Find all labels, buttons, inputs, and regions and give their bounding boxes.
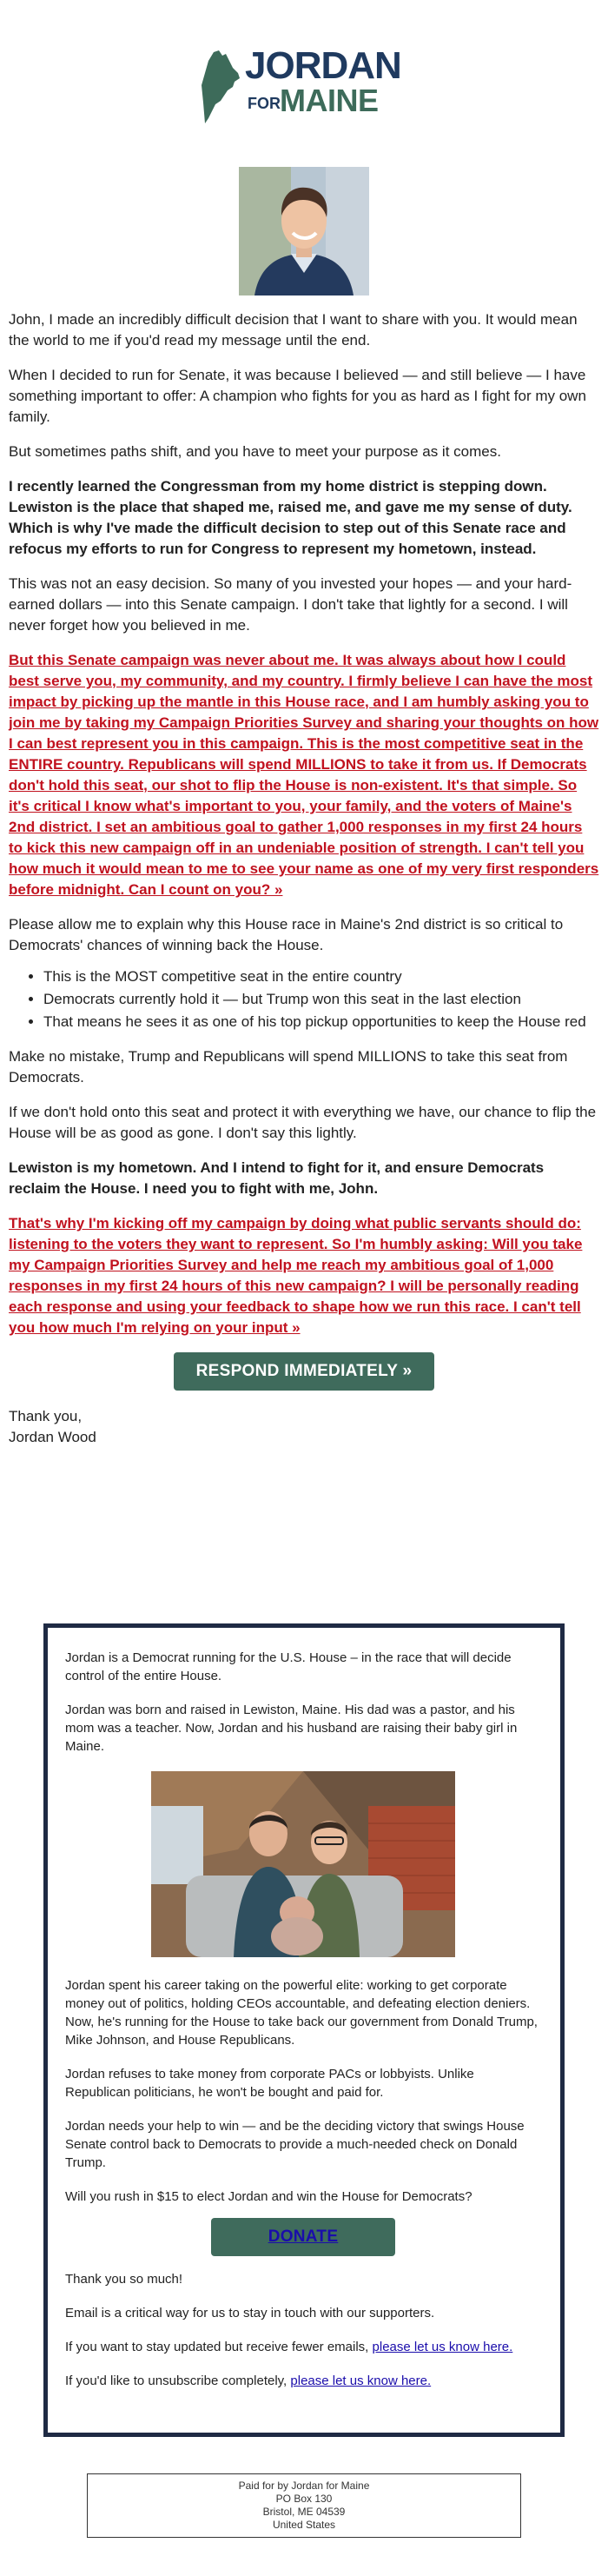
paid-for-disclaimer [87, 2473, 521, 2538]
hold-seat-paragraph: If we don't hold onto this seat and protect it with everything we have, our chance to flip the House will be as good as gone. I don't say this lightly. [9, 1104, 597, 1141]
bio-paragraph: Jordan is a Democrat running for the U.S. House – in the race that will decide control of the entire House. [65, 1650, 512, 1683]
unsubscribe-link[interactable]: please let us know here. [290, 2374, 432, 2388]
survey-link-2[interactable]: That's why I'm kicking off my campaign by doing what public servants should do: listening to the voters they want to represent. So I'm humbly asking: Will you take my Campaign Priorities Survey and help me reach my ambitious goal of 1,000 responses in my first 24 hours of this new campaign? I will be personally reading each response and using your feedback to shape how we run this race. I can't tell you how much I'm relying on your input » [9, 1215, 583, 1336]
announcement-paragraph: I recently learned the Congressman from my home district is stepping down. Lewiston is the place that shaped me, raised me, and gave me my sense of duty. Which is why I've made the difficult decision to step out of this Senate race and refocus my efforts to run for Congress to represent my hometown, instead. [9, 478, 572, 557]
donate-button-wrapper [65, 2218, 541, 2256]
list-item: • Democrats currently hold it — but Trump won this seat in the last election [43, 989, 599, 1010]
donation-ask: Will you rush in $15 to elect Jordan and win the House for Democrats? [65, 2189, 473, 2204]
paths-shift-paragraph: But sometimes paths shift, and you have to meet your purpose as it comes. [9, 443, 501, 460]
jordan-for-maine-logo[interactable] [200, 45, 408, 125]
fewer-emails-link[interactable]: please let us know here. [372, 2340, 513, 2354]
signoff-thanks: Thank you, [9, 1408, 83, 1424]
intro-paragraph: John, I made an incredibly difficult decision that I want to share with you. It would mean the world to me if you'd read my message until the end. [9, 311, 578, 349]
family-photo-image [151, 1771, 455, 1957]
fewer-emails-line [65, 2338, 541, 2356]
logo-maine-text: MAINE [280, 83, 379, 118]
maine-state-icon [200, 50, 241, 123]
disclaimer-country: United States [272, 2519, 336, 2531]
difficult-decision-paragraph: This was not an easy decision. So many of you invested your hopes — and your hard-earned dollars — into this Senate campaign. I don't take that lightly for a second. I will never forget how you believed in me. [9, 575, 572, 634]
bio-thanks: Thank you so much! [65, 2272, 183, 2287]
headshot-illustration [239, 167, 369, 295]
list-item: • That means he sees it as one of his top pickup opportunities to keep the House red [43, 1012, 599, 1032]
fewer-emails-text: If you want to stay updated but receive fewer emails, [65, 2340, 373, 2354]
survey-link-1[interactable]: But this Senate campaign was never about me. It was always about how I could best serve you, my community, and my country. I firmly believe I can have the most impact by picking up the mantle in this House race, and I am humbly asking you to join me by taking my Campaign Priorities Survey and sharing your thoughts on how I can best represent you in this campaign. This is the most competitive seat in the ENTIRE country. Republicans will spend MILLIONS to take it from us. If Democrats don't hold this seat, our shot to flip the House is non-existent. It's that simple. So it's critical I know what's important to you, your family, and the voters of Maine's 2nd district. I set an ambitious goal to gather 1,000 responses in my first 24 hours to kick this new campaign off in an undeniable position of strength. I can't tell you how much it would mean to me to see your name as one of my very first responders before midnight. Can I count on you? » [9, 652, 599, 898]
millions-paragraph: Make no mistake, Trump and Republicans will spend MILLIONS to take this seat from Democrats. [9, 1048, 568, 1086]
disclaimer-city: Bristol, ME 04539 [262, 2506, 346, 2518]
hometown-paragraph: Lewiston is my hometown. And I intend to fight for it, and ensure Democrats reclaim the House. I need you to fight with me, John. [9, 1159, 545, 1197]
jordan-headshot-image [239, 167, 369, 295]
candidate-bio-box [43, 1623, 565, 2437]
respond-button-wrapper [9, 1352, 599, 1391]
respond-immediately-button[interactable]: RESPOND IMMEDIATELY » [174, 1352, 434, 1391]
unsubscribe-text: If you'd like to unsubscribe completely, [65, 2374, 291, 2388]
senate-reason-paragraph: When I decided to run for Senate, it was because I believed — and still believe — I have something important to offer: A champion who fights for you as hard as I fight for my own family. [9, 367, 586, 425]
logo-name-text: JORDAN [245, 44, 401, 87]
disclaimer-line: Paid for by Jordan for Maine [238, 2480, 370, 2492]
bio-paragraph: Jordan was born and raised in Lewiston, Maine. His dad was a pastor, and his mom was a teacher. Now, Jordan and his husband are raising their baby girl in Maine. [65, 1703, 518, 1754]
signoff [9, 1406, 599, 1448]
donate-button[interactable]: DONATE [211, 2218, 395, 2256]
explain-paragraph: Please allow me to explain why this House race in Maine's 2nd district is so critical to Democrats' chances of winning back the House. [9, 916, 564, 953]
family-photo-illustration [151, 1771, 455, 1957]
bio-paragraph: Jordan refuses to take money from corporate PACs or lobbyists. Unlike Republican politicians, he won't be bought and paid for. [65, 2067, 474, 2100]
email-body [9, 309, 599, 1448]
bio-paragraph: Jordan needs your help to win — and be the deciding victory that swings House Senate control back to Democrats to provide a much-needed check on Donald Trump. [65, 2119, 525, 2170]
bio-paragraph: Jordan spent his career taking on the powerful elite: working to get corporate money out of politics, holding CEOs accountable, and defeating election deniers. Now, he's running for the House to take back our government from Donald Trump, Mike Johnson, and House Republicans. [65, 1978, 538, 2048]
list-item: • This is the MOST competitive seat in the entire country [43, 966, 599, 987]
email-note: Email is a critical way for us to stay in touch with our supporters. [65, 2306, 435, 2320]
logo-for-text: FOR [248, 95, 281, 112]
reasons-list [43, 966, 599, 1032]
unsubscribe-line [65, 2372, 541, 2390]
signoff-name: Jordan Wood [9, 1429, 96, 1445]
disclaimer-address: PO Box 130 [275, 2493, 333, 2505]
